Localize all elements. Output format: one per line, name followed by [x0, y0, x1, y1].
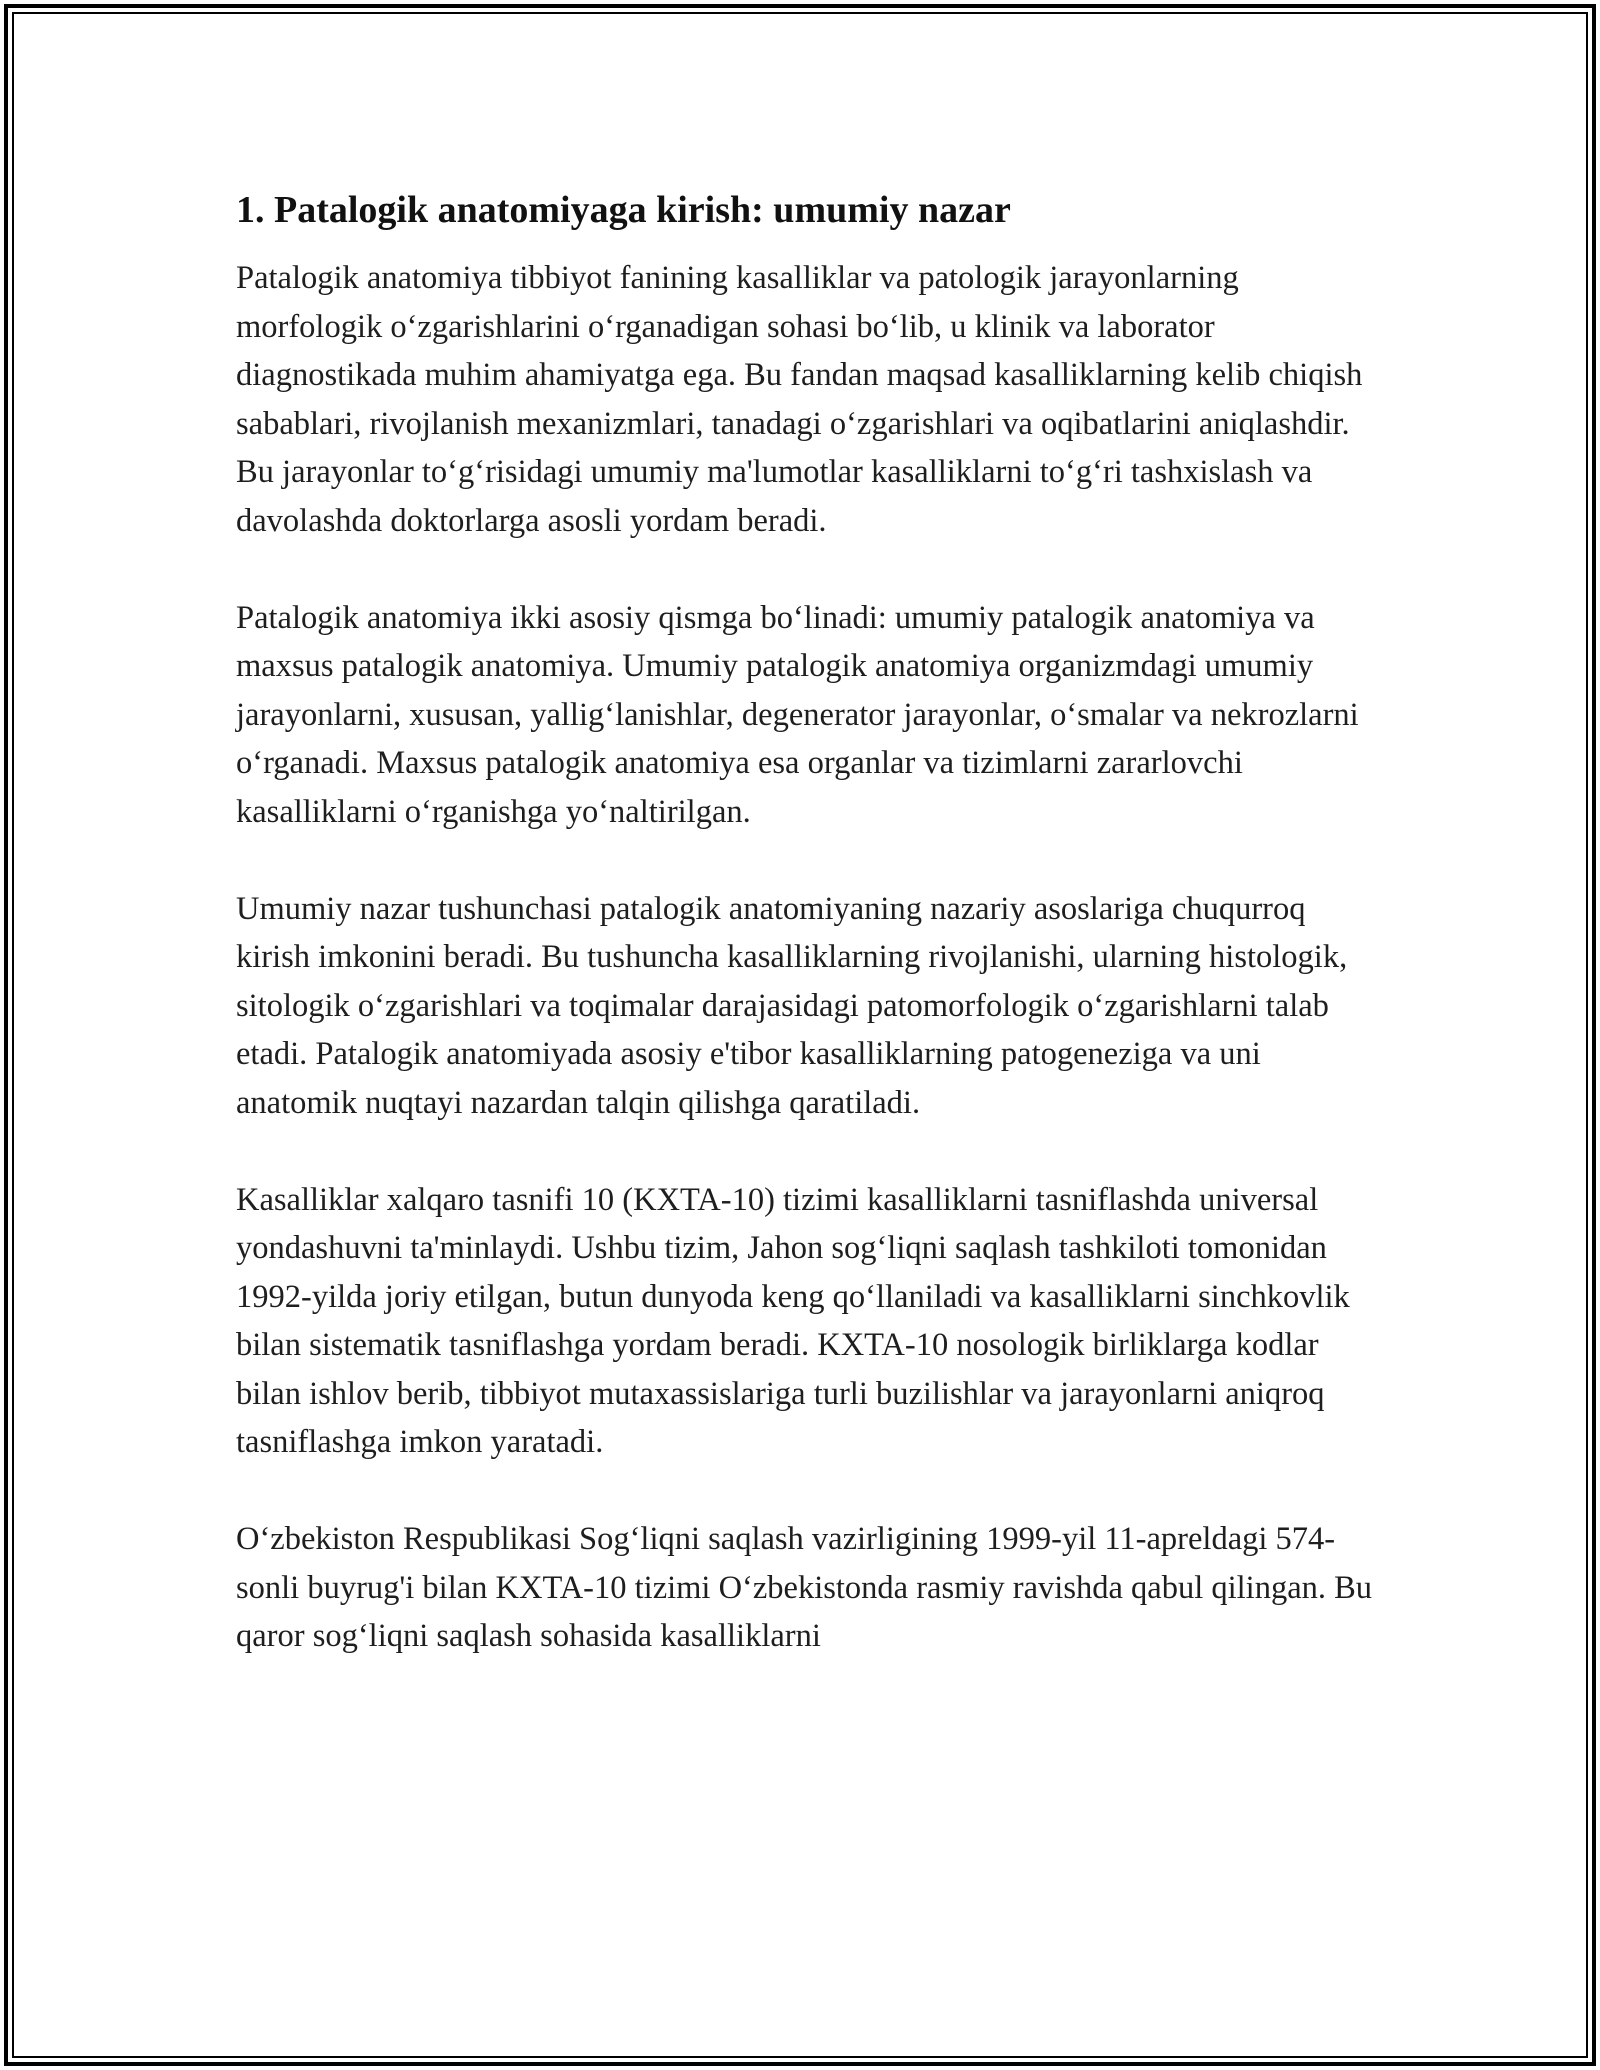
- paragraph-divisions: Patalogik anatomiya ikki asosiy qismga bo‘linadi: umumiy patalogik anatomiya va maxsus patalogik anatomiya. Umumiy patalogik anatomiya organizmdagi umumiy jarayonlarni, xususan, yallig‘lanishlar, degenerator jarayonlar, o‘smalar va nekrozlarni o‘rganadi. Maxsus patalogik anatomiya esa organlar va tizimlarni zararlovchi kasalliklarni o‘rganishga yo‘naltirilgan.: [236, 599, 1359, 830]
- paragraph-uzbekistan: O‘zbekiston Respublikasi Sog‘liqni saqlash vazirligining 1999-yil 11-apreldagi 574-sonli buyrug'i bilan KXTA-10 tizimi O‘zbekistonda rasmiy ravishda qabul qilingan. Bu qaror sog‘liqni saqlash sohasida kasalliklarni: [236, 1521, 1373, 1654]
- document-body: [236, 186, 1376, 1709]
- paragraph-intro: Patalogik anatomiya tibbiyot fanining kasalliklar va patologik jarayonlarning morfologik o‘zgarishlarini o‘rganadigan sohasi bo‘lib, u klinik va laborator diagnostikada muhim ahamiyatga ega. Bu fandan maqsad kasalliklarning kelib chiqish sabablari, rivojlanish mexanizmlari, tanadagi o‘zgarishlari va oqibatlarini aniqlashdir. Bu jarayonlar to‘g‘risidagi umumiy ma'lumotlar kasalliklarni to‘g‘ri tashxislash va davolashda doktorlarga asosli yordam beradi.: [236, 260, 1363, 539]
- paragraph-icd10: Kasalliklar xalqaro tasnifi 10 (KXTA-10) tizimi kasalliklarni tasniflashda universal yondashuvni ta'minlaydi. Ushbu tizim, Jahon sog‘liqni saqlash tashkiloti tomonidan 1992-yilda joriy etilgan, butun dunyoda keng qo‘llaniladi va kasalliklarni sinchkovlik bilan sistematik tasniflashga yordam beradi. KXTA-10 nosologik birliklarga kodlar bilan ishlov berib, tibbiyot mutaxassislariga turli buzilishlar va jarayonlarni aniqroq tasniflashga imkon yaratadi.: [236, 1181, 1350, 1460]
- section-heading: 1. Patalogik anatomiyaga kirish: umumiy nazar: [236, 189, 1011, 231]
- paragraph-general-view: Umumiy nazar tushunchasi patalogik anatomiyaning nazariy asoslariga chuqurroq kirish imkonini beradi. Bu tushuncha kasalliklarning rivojlanishi, ularning histologik, sitologik o‘zgarishlari va toqimalar darajasidagi patomorfologik o‘zgarishlarni talab etadi. Patalogik anatomiyada asosiy e'tibor kasalliklarning patogeneziga va uni anatomik nuqtayi nazardan talqin qilishga qaratiladi.: [236, 890, 1348, 1121]
